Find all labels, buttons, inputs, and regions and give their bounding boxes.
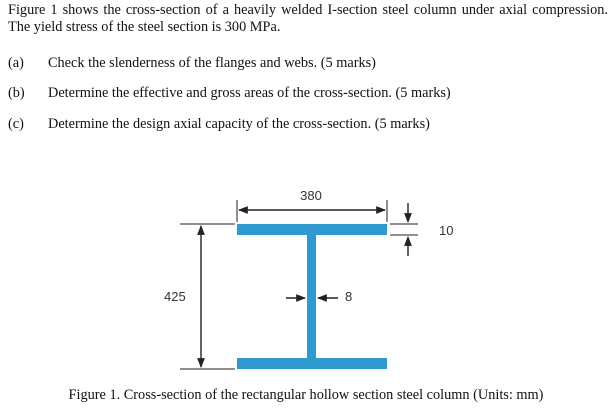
web-thickness-dimension	[286, 289, 352, 304]
problem-statement: Figure 1 shows the cross-section of a heavily welded I-section steel column under axial compression. The yield stress of the steel section is 300 MPa.	[8, 2, 608, 35]
question-a-text: Check the slenderness of the flanges and webs. (5 marks)	[48, 55, 376, 71]
bottom-flange	[237, 358, 387, 369]
flange-thickness-label: 10	[439, 223, 454, 238]
question-b-text: Determine the effective and gross areas of the cross-section. (5 marks)	[48, 85, 451, 101]
height-label: 425	[164, 289, 186, 304]
question-a-label: (a)	[8, 55, 24, 71]
question-c-label: (c)	[8, 116, 24, 132]
question-c-text: Determine the design axial capacity of the cross-section. (5 marks)	[48, 116, 430, 132]
question-b-label: (b)	[8, 85, 25, 101]
width-dimension	[237, 188, 387, 222]
height-dimension	[164, 224, 235, 369]
web-thickness-label: 8	[345, 289, 353, 304]
width-label: 380	[300, 188, 322, 203]
flange-thickness-dimension	[390, 203, 453, 256]
web	[307, 235, 316, 358]
top-flange	[237, 224, 387, 235]
figure-caption: Figure 1. Cross-section of the rectangular hollow section steel column (Units: mm)	[68, 387, 544, 403]
